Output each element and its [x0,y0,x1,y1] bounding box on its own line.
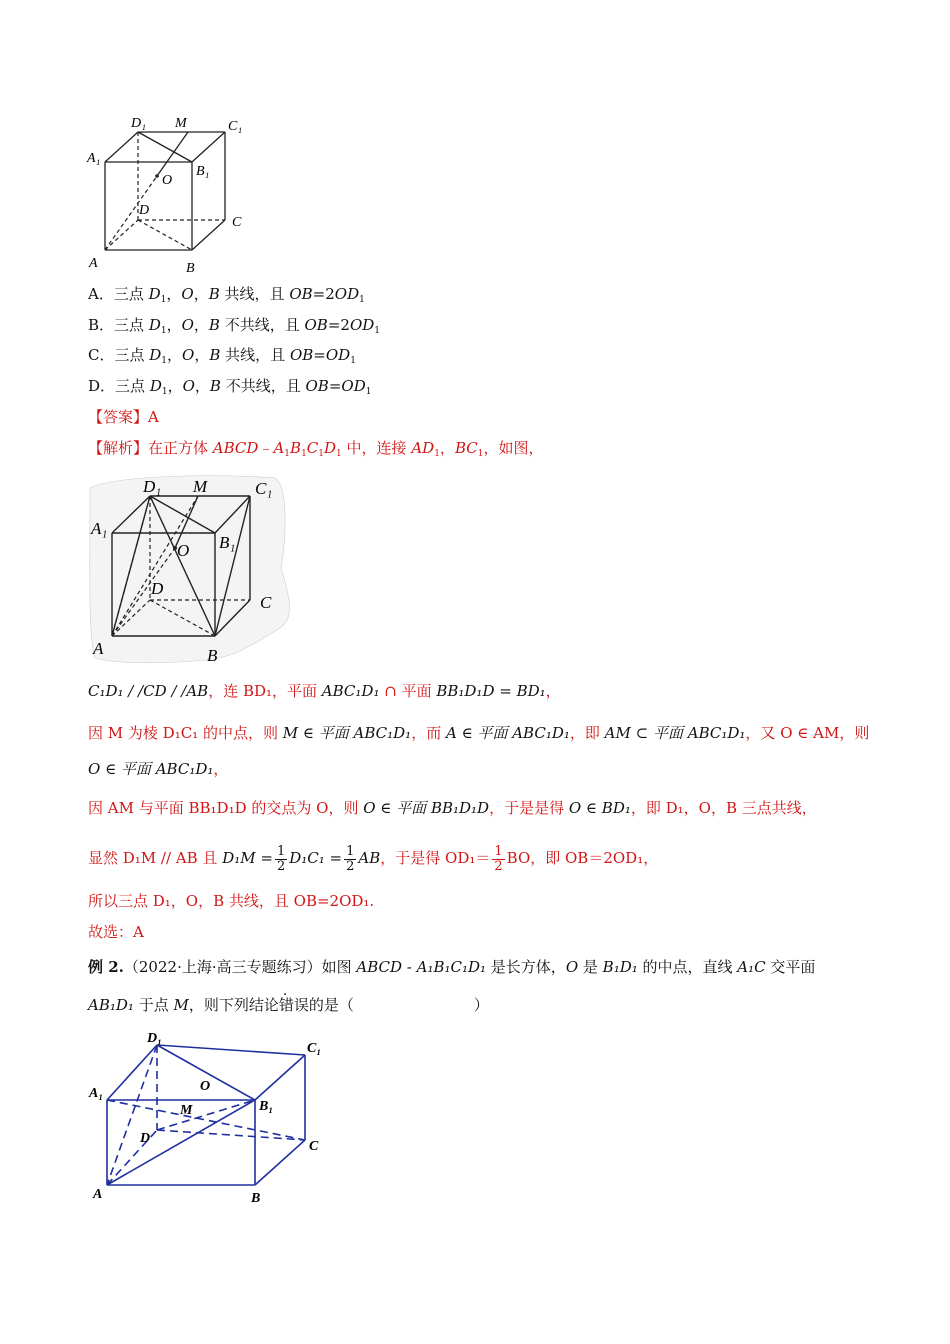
solution-line-5: 显然 D₁M // AB 且 D₁M = $\frac{1}{2}$ D₁C₁ = $\frac{1}{2}$ AB，于是得 OD₁＝ $\frac{1}{2}$ BO，即 OB＝2OD₁， [88,843,659,874]
label-C: C [232,215,242,230]
solution-line-1: C₁D₁ / /CD / /AB，连 BD₁，平面 ABC₁D₁ ∩ 平面 BB₁D₁D = BD₁， [88,682,561,700]
label-O: O [200,1079,211,1094]
example2-line-1: 例 2.（2022·上海·高三专题练习）如图 ABCD - A₁B₁C₁D₁ 是长方体，O 是 B₁D₁ 的中点，直线 A₁C 交平面 [88,958,816,976]
label-A1: A₁ [89,1086,104,1101]
fraction-half-2: $\frac{1}{2}$ [346,843,355,874]
answer-label: 【答案】 [88,408,149,426]
solution-line-3: O ∈ 平面 ABC₁D₁， [88,760,229,778]
solution-line-6: 所以三点 D₁，O，B 共线，且 OB=2OD₁. [88,892,375,910]
answer-value: A [148,408,159,426]
label-C: C [260,593,272,612]
label-D1: D₁ [143,477,162,496]
option-b: B．三点 $D_1$，O，B 不共线，且 $OB=2OD_1$ [88,316,381,336]
analysis-line-1: 【解析】在正方体 $ABCD﹣A_1B_1C_1D_1$ 中，连接 $AD_1$，$BC_1$，如图， [88,439,544,459]
fraction-half-3: $\frac{1}{2}$ [494,843,503,874]
option-c: C．三点 $D_1$，O，B 共线，且 $OB=OD_1$ [88,346,356,366]
label-A: A [93,639,104,658]
label-M: M [175,116,187,131]
answer-line [88,406,159,428]
label-C: C [309,1139,319,1154]
label-A1: A₁ [87,151,101,166]
label-B: B [251,1191,261,1206]
label-D1: D₁ [147,1031,162,1046]
label-B1: B₁ [196,164,210,179]
label-B1: B₁ [219,533,236,552]
solution-line-2: 因 M 为棱 D₁C₁ 的中点，则 M ∈ 平面 ABC₁D₁，而 A ∈ 平面 ABC₁D₁，即 AM ⊂ 平面 ABC₁D₁，又 O ∈ AM，则 [88,724,870,742]
label-B: B [186,261,195,276]
label-O: O [162,173,173,188]
label-D: D [140,1131,151,1146]
example2-line-2: AB₁D₁ 于点 M，则下列结论错误的是（ ） [88,996,489,1014]
option-d: D．三点 $D_1$，O，B 不共线，且 $OB=OD_1$ [88,377,372,397]
label-D: D [139,203,150,218]
cube-figure-2 [85,468,300,668]
label-C1: C₁ [255,479,273,498]
cube-figure-1 [85,110,260,280]
label-D: D [151,579,164,598]
label-A: A [93,1187,103,1202]
label-C1: C₁ [228,119,243,134]
label-O: O [177,541,190,560]
label-D1: D₁ [131,116,146,131]
label-B1: B₁ [259,1099,274,1114]
label-M: M [193,477,208,496]
label-M: M [180,1103,193,1118]
solution-line-4: 因 AM 与平面 BB₁D₁D 的交点为 O，则 O ∈ 平面 BB₁D₁D，于是是得 O ∈ BD₁，即 D₁，O，B 三点共线， [88,799,817,817]
fraction-half-1: $\frac{1}{2}$ [276,843,286,874]
label-C1: C₁ [307,1041,322,1056]
emphasis-word: 错误 [278,996,309,1014]
solution-line-7: 故选：A [88,923,144,941]
option-a: A．三点 $D_1$，O，B 共线，且 $OB=2OD_1$ [88,285,365,305]
example-label: 例 2. [88,958,124,976]
label-B: B [207,646,218,665]
label-A1: A₁ [91,519,108,538]
analysis-label: 【解析】 [88,439,149,457]
label-A: A [89,256,98,271]
cuboid-figure-3 [85,1030,335,1210]
